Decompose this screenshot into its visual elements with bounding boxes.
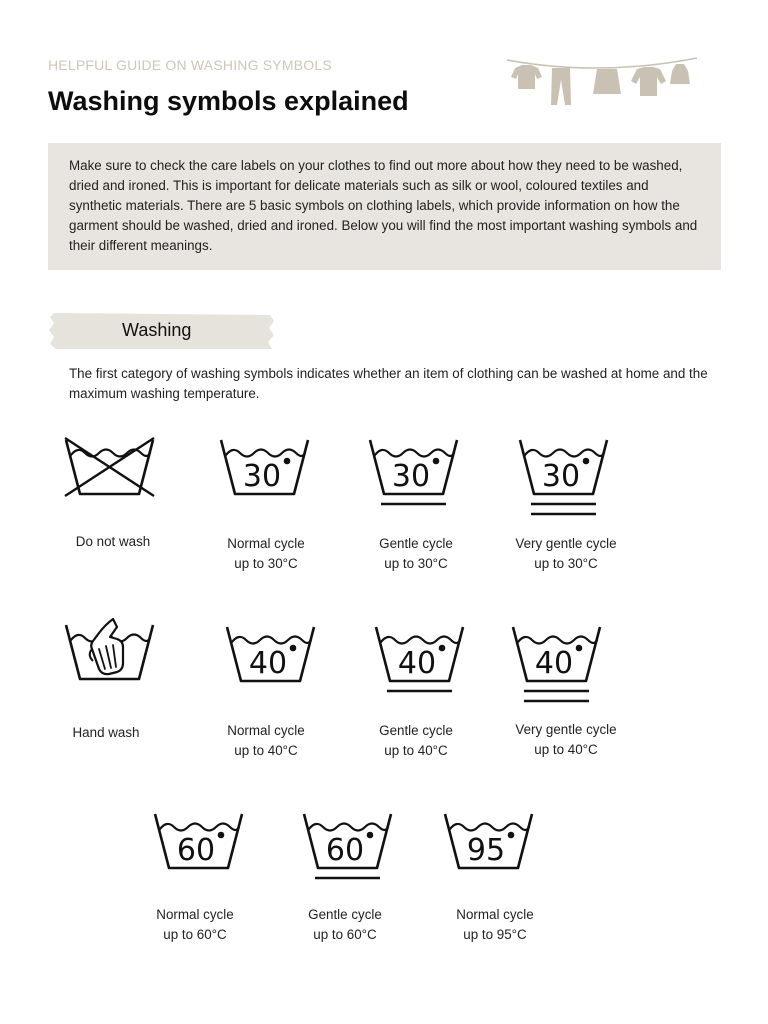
symbol-caption — [130, 905, 260, 945]
temperature-label: 30 — [391, 459, 431, 494]
wash-95-normal-icon — [442, 806, 536, 896]
intro-text: Make sure to check the care labels on your clothes to find out more about how they need to be washed, dried and ironed. This is important for delicate materials such as silk or wool, coloured textiles and synthetic materials. There are 5 basic symbols on clothing labels, which provide information on how the garment should be washed, dried and ironed. Below you will find the most important washing symbols and their different meanings. — [69, 158, 698, 253]
symbol-caption — [41, 723, 171, 743]
caption-line-1: Hand wash — [72, 725, 140, 740]
temperature-label: 95 — [466, 833, 506, 868]
symbol-caption — [430, 905, 560, 945]
symbol-caption — [351, 721, 481, 761]
caption-line-1: Normal cycle — [227, 536, 305, 551]
caption-line-2: up to 60°C — [163, 927, 227, 942]
caption-line-1: Very gentle cycle — [515, 722, 617, 737]
symbol-caption — [201, 721, 331, 761]
caption-line-1: Gentle cycle — [308, 907, 382, 922]
wash-60-normal-icon — [152, 806, 246, 896]
caption-line-2: up to 40°C — [534, 742, 598, 757]
wash-40-very-gentle-icon — [510, 619, 604, 709]
caption-line-1: Do not wash — [75, 534, 151, 549]
caption-line-2: up to 60°C — [313, 927, 377, 942]
caption-line-2: up to 30°C — [384, 556, 448, 571]
do-not-wash-icon — [63, 432, 157, 522]
symbol-caption — [351, 534, 481, 574]
caption-line-1: Normal cycle — [227, 723, 305, 738]
caption-line-1: Gentle cycle — [379, 723, 453, 738]
intro-box — [48, 143, 721, 270]
wash-30-normal-icon — [218, 432, 312, 522]
temperature-label: 40 — [248, 646, 288, 681]
symbol-caption — [48, 532, 178, 552]
caption-line-1: Gentle cycle — [379, 536, 453, 551]
temperature-label: 60 — [325, 833, 365, 868]
temperature-label: 30 — [541, 459, 581, 494]
caption-line-1: Normal cycle — [156, 907, 234, 922]
page-title: Washing symbols explained — [48, 86, 409, 116]
caption-line-2: up to 30°C — [534, 556, 598, 571]
symbol-caption — [501, 534, 631, 574]
temperature-label: 30 — [242, 459, 282, 494]
temperature-label: 60 — [176, 833, 216, 868]
clothesline-icon — [505, 55, 700, 111]
temperature-label: 40 — [534, 646, 574, 681]
caption-line-1: Very gentle cycle — [515, 536, 617, 551]
hand-glyph — [91, 619, 123, 674]
wash-30-gentle-icon — [367, 432, 461, 522]
wash-40-normal-icon — [224, 619, 318, 709]
category-description: The first category of washing symbols indicates whether an item of clothing can be washed at home and the maximum washing temperature. — [69, 366, 708, 401]
hand-wash-icon — [63, 617, 157, 707]
section-title: Washing — [122, 320, 192, 340]
caption-line-2: up to 40°C — [384, 743, 448, 758]
wash-60-gentle-icon — [301, 806, 395, 896]
caption-line-2: up to 30°C — [234, 556, 298, 571]
caption-line-2: up to 40°C — [234, 743, 298, 758]
symbol-caption — [501, 720, 631, 760]
symbol-caption — [201, 534, 331, 574]
caption-line-1: Normal cycle — [456, 907, 534, 922]
symbol-caption — [280, 905, 410, 945]
wash-40-gentle-icon — [373, 619, 467, 709]
temperature-label: 40 — [397, 646, 437, 681]
wash-30-very-gentle-icon — [517, 432, 611, 522]
guide-kicker: HELPFUL GUIDE ON WASHING SYMBOLS — [48, 57, 332, 73]
caption-line-2: up to 95°C — [463, 927, 527, 942]
